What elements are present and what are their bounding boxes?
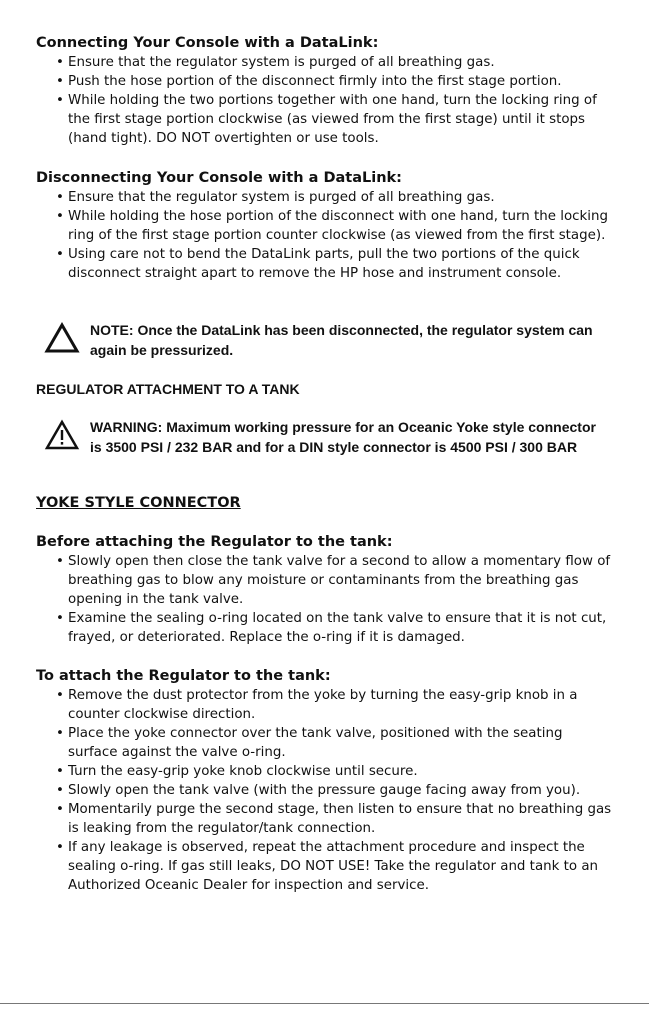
connecting-section: [36, 33, 616, 148]
warning-callout: [44, 417, 604, 479]
list-item: • Place the yoke connector over the tank valve, positioned with the seating surface against the valve o-ring.: [56, 724, 616, 762]
before-heading: Before attaching the Regulator to the tank:: [36, 534, 393, 550]
warning-text: WARNING: Maximum working pressure for an Oceanic Yoke style connector is 3500 PSI / 232 BAR and for a DIN style connector is 4500 PSI / 300 BAR: [90, 419, 596, 455]
list-item: • While holding the hose portion of the disconnect with one hand, turn the locking ring of the first stage portion counter clockwise (as viewed from the first stage).: [56, 207, 616, 245]
list-item: • Ensure that the regulator system is purged of all breathing gas.: [56, 53, 616, 72]
before-list: [36, 552, 616, 647]
disconnecting-list: [36, 188, 616, 283]
note-text: NOTE: Once the DataLink has been disconnected, the regulator system can again be pressurized.: [90, 322, 593, 358]
list-item: • Examine the sealing o-ring located on the tank valve to ensure that it is not cut, frayed, or deteriorated. Replace the o-ring if it is damaged.: [56, 609, 616, 647]
connecting-list: [36, 53, 616, 148]
note-callout: [44, 320, 604, 364]
list-item: • If any leakage is observed, repeat the attachment procedure and inspect the sealing o-ring. If gas still leaks, DO NOT USE! Take the regulator and tank to an Authorized Oceanic Dealer for inspection and service.: [56, 838, 616, 895]
list-item: • While holding the two portions together with one hand, turn the locking ring of the first stage portion clockwise (as viewed from the first stage) until it stops (hand tight). DO NOT overtighten or use tools.: [56, 91, 616, 148]
regulator-section: [36, 379, 616, 399]
list-item: • Momentarily purge the second stage, then listen to ensure that no breathing gas is leaking from the regulator/tank connection.: [56, 800, 616, 838]
bottom-rule: [0, 1003, 649, 1004]
regulator-heading: REGULATOR ATTACHMENT TO A TANK: [36, 381, 300, 397]
attach-heading: To attach the Regulator to the tank:: [36, 668, 331, 684]
caution-triangle-icon: [44, 322, 80, 354]
connecting-heading: Connecting Your Console with a DataLink:: [36, 35, 379, 51]
list-item: • Slowly open then close the tank valve for a second to allow a momentary flow of breathing gas to blow any moisture or contaminants from the breathing gas opening in the tank valve.: [56, 552, 616, 609]
list-item: • Turn the easy-grip yoke knob clockwise until secure.: [56, 762, 616, 781]
attach-section: [36, 666, 616, 895]
list-item: • Slowly open the tank valve (with the pressure gauge facing away from you).: [56, 781, 616, 800]
list-item: • Using care not to bend the DataLink parts, pull the two portions of the quick disconnect straight apart to remove the HP hose and instrument console.: [56, 245, 616, 283]
list-item: • Push the hose portion of the disconnect firmly into the first stage portion.: [56, 72, 616, 91]
list-item: • Remove the dust protector from the yoke by turning the easy-grip knob in a counter clockwise direction.: [56, 686, 616, 724]
list-item: • Ensure that the regulator system is purged of all breathing gas.: [56, 188, 616, 207]
yoke-section: [36, 493, 616, 513]
before-section: [36, 532, 616, 647]
warning-triangle-icon: [44, 419, 80, 451]
disconnecting-heading: Disconnecting Your Console with a DataLink:: [36, 170, 402, 186]
attach-list: [36, 686, 616, 895]
disconnecting-section: [36, 168, 616, 283]
yoke-heading: YOKE STYLE CONNECTOR: [36, 495, 241, 511]
